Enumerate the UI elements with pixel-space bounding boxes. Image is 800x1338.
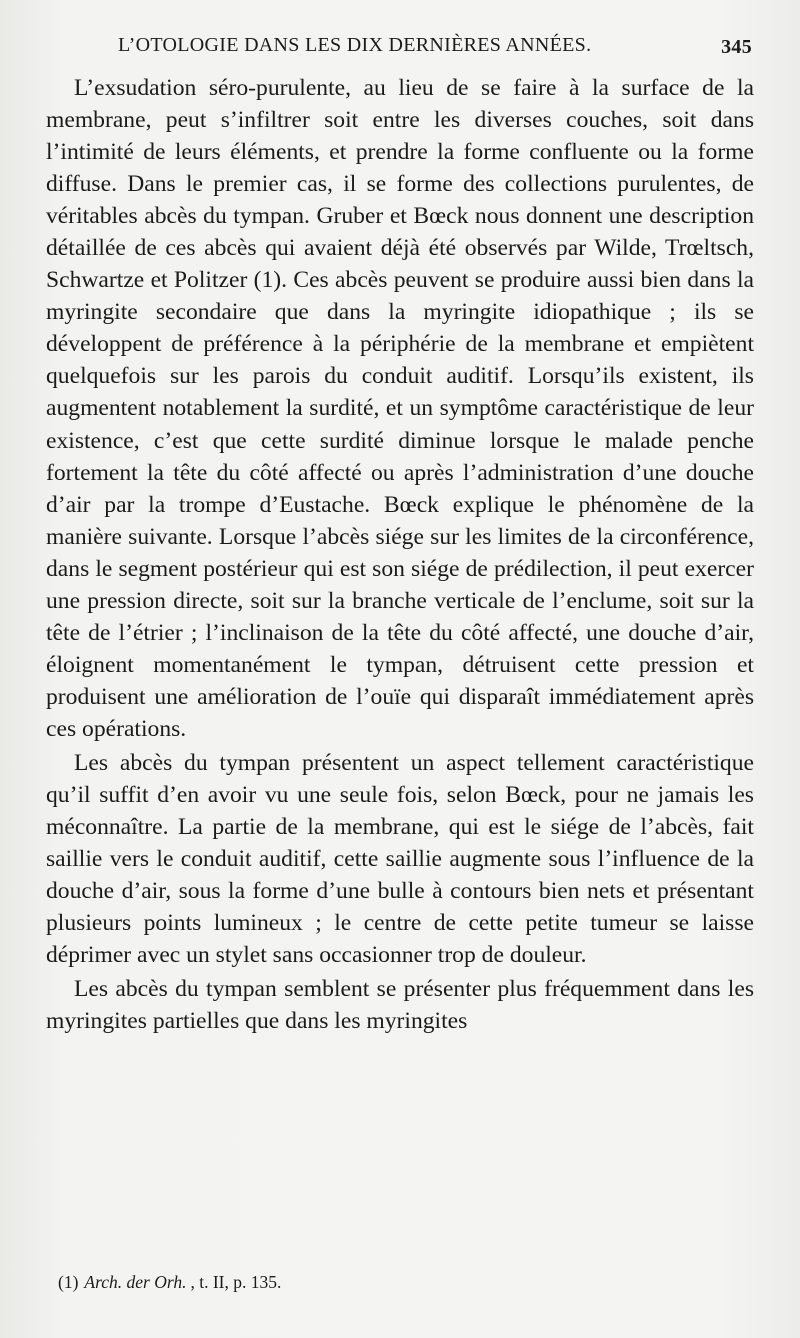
running-title: L’OTOLOGIE DANS LES DIX DERNIÈRES ANNÉES. [118, 34, 592, 56]
footnote-reference: , t. II, p. 135. [190, 1272, 282, 1292]
paragraph-1: L’exsudation séro-purulente, au lieu de se faire à la surface de la membrane, peut s’infiltrer soit entre les diverses couches, soit dans l’intimité de leurs éléments, et prendre la forme confluente ou la forme diffuse. Dans le premier cas, il se forme des collections purulentes, de véritables abcès du tympan. Gruber et Bœck nous donnent une description détaillée de ces abcès qui avaient déjà été observés par Wilde, Trœltsch, Schwartze et Politzer (1). Ces abcès peuvent se produire aussi bien dans la myringite secondaire que dans la myringite idiopathique ; ils se développent de préférence à la périphérie de la membrane et empiètent quelquefois sur les parois du conduit auditif. Lorsqu’ils existent, ils augmentent notablement la surdité, et un symptôme caractéristique de leur existence, c’est que cette surdité diminue lorsque le malade penche fortement la tête du côté affecté ou après l’administration d’une douche d’air par la trompe d’Eustache. Bœck explique le phénomène de la manière suivante. Lorsque l’abcès siége sur les limites de la circonférence, dans le segment postérieur qui est son siége de prédilection, il peut exercer une pression directe, soit sur la branche verticale de l’enclume, soit sur la tête de l’étrier ; l’inclinaison de la tête du côté affecté, une douche d’air, éloignent momentanément le tympan, détruisent cette pression et produisent une amélioration de l’ouïe qui disparaît immédiatement après ces opérations. [46, 75, 754, 742]
paragraph-2: Les abcès du tympan présentent un aspect tellement caractéristique qu’il suffit d’en avoir vu une seule fois, selon Bœck, pour ne jamais les méconnaître. La partie de la membrane, qui est le siége de l’abcès, fait saillie vers le conduit auditif, cette saillie augmente sous l’influence de la douche d’air, sous la forme d’une bulle à contours bien nets et présentant plusieurs points lumineux ; le centre de cette petite tumeur se laisse déprimer avec un stylet sans occasionner trop de douleur. [46, 749, 754, 969]
paragraph-3: Les abcès du tympan semblent se présenter plus fréquemment dans les myringites partielles que dans les myringites [46, 976, 754, 1035]
footnote-source: Arch. der Orh. [84, 1272, 187, 1292]
footnote-marker: (1) [58, 1272, 79, 1292]
body-text [46, 72, 754, 1037]
running-header [118, 34, 752, 64]
footnote [58, 1272, 281, 1293]
page-number: 345 [721, 36, 752, 58]
